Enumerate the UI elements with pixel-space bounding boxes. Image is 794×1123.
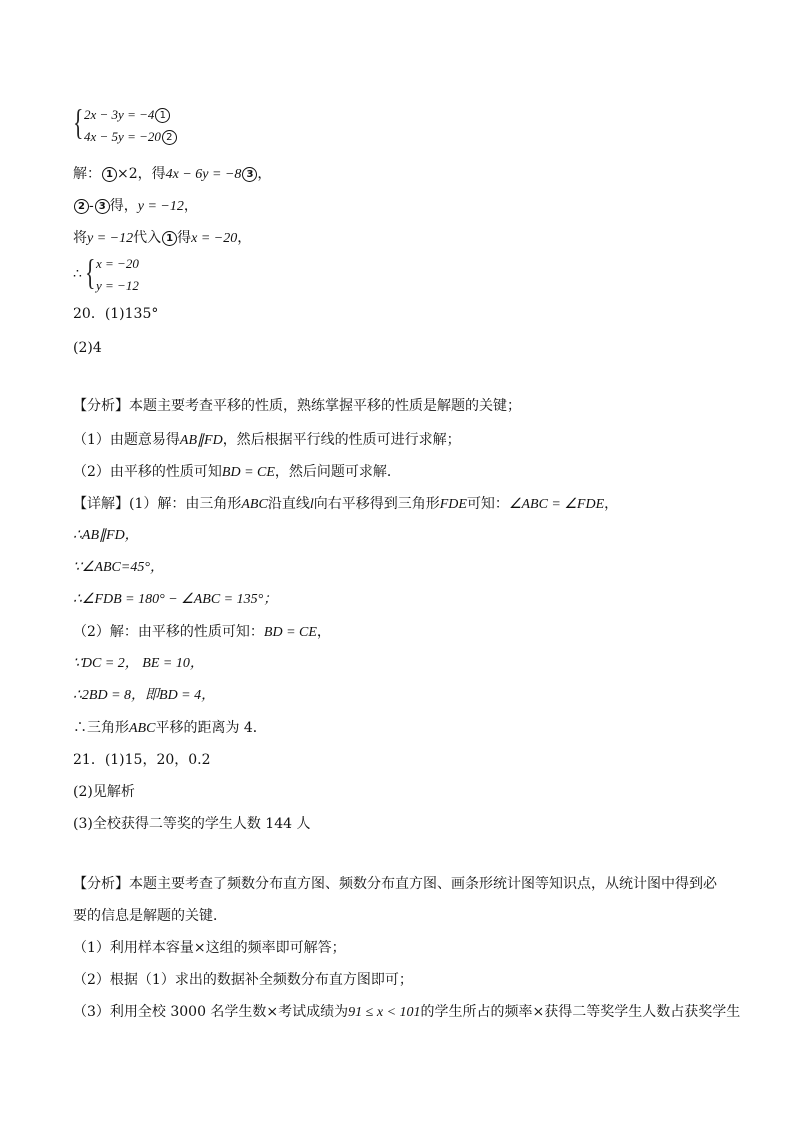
q21-answer-3: (3)全校获得二等奖的学生人数 144 人 (73, 816, 311, 832)
q20-analysis-2: （2）由平移的性质可知BD = CE，然后问题可求解． (73, 464, 401, 480)
q20-detail-2: ∴AB∥FD， (73, 528, 139, 543)
equation-1: 2x − 3y = −4 1 (84, 104, 177, 126)
q21-answer-2: (2)见解析 (73, 784, 135, 800)
equation-2: 4x − 5y = −20 2 (84, 126, 177, 148)
q21-step-1: （1）利用样本容量×这组的频率即可解答； (73, 940, 346, 956)
q20-detail-5: （2）解：由平移的性质可知：BD = CE， (73, 624, 331, 640)
solution-step-3: 将y = −12代入 1 得x = −20， (73, 230, 252, 246)
circled-number-1: 1 (162, 231, 177, 246)
solution-step-1: 解： 1 ×2，得4x − 6y = −8 3 ， (73, 166, 272, 182)
q21-analysis-2: 要的信息是解题的关键． (73, 908, 227, 924)
circled-number-1: 1 (155, 108, 170, 123)
system-brace: { (73, 102, 84, 142)
therefore-sign: ∴ (73, 266, 82, 282)
q20-detail-3: ∵∠ABC=45°， (73, 560, 164, 575)
circled-number-3: 3 (242, 167, 257, 182)
q20-analysis-1: （1）由题意易得AB∥FD，然后根据平行线的性质可进行求解； (73, 432, 461, 448)
q20-detail-6: ∵DC = 2， BE = 10， (73, 656, 204, 671)
circled-number-2: 2 (74, 199, 89, 214)
equation-system (84, 104, 177, 148)
q21-step-2: （2）根据（1）求出的数据补全频数分布直方图即可； (73, 972, 413, 988)
circled-number-3: 3 (95, 199, 110, 214)
result-brace: { (85, 252, 96, 292)
q21-analysis-1: 【分析】本题主要考查了频数分布直方图、频数分布直方图、画条形统计图等知识点，从统计图中得到必 (73, 876, 717, 892)
q20-analysis-heading: 【分析】本题主要考查平移的性质，熟练掌握平移的性质是解题的关键； (73, 398, 521, 414)
result-system: x = −20 y = −12 (96, 256, 139, 293)
q20-detail-1: 【详解】(1）解：由三角形ABC沿直线l向右平移得到三角形FDE可知：∠ABC = ∠FDE， (73, 496, 619, 512)
q20-answer-2: (2)4 (73, 340, 102, 356)
circled-number-1: 1 (102, 167, 117, 182)
q21-step-3: （3）利用全校 3000 名学生数×考试成绩为91 ≤ x < 101的学生所占的频率×获得二等奖学生人数占获奖学生 (73, 1004, 741, 1020)
solution-step-2: 2 - 3 得，y = −12， (73, 196, 198, 217)
q20-detail-7: ∴2BD = 8，即BD = 4， (73, 688, 216, 703)
q21-answer-1: 21．(1)15，20，0.2 (73, 752, 211, 768)
q20-answer-1: 20．(1)135° (73, 306, 159, 322)
q20-detail-8: ∴三角形ABC平移的距离为 4． (73, 720, 267, 736)
circled-number-2: 2 (162, 130, 177, 145)
q20-detail-4: ∴∠FDB = 180° − ∠ABC = 135°； (73, 592, 278, 607)
